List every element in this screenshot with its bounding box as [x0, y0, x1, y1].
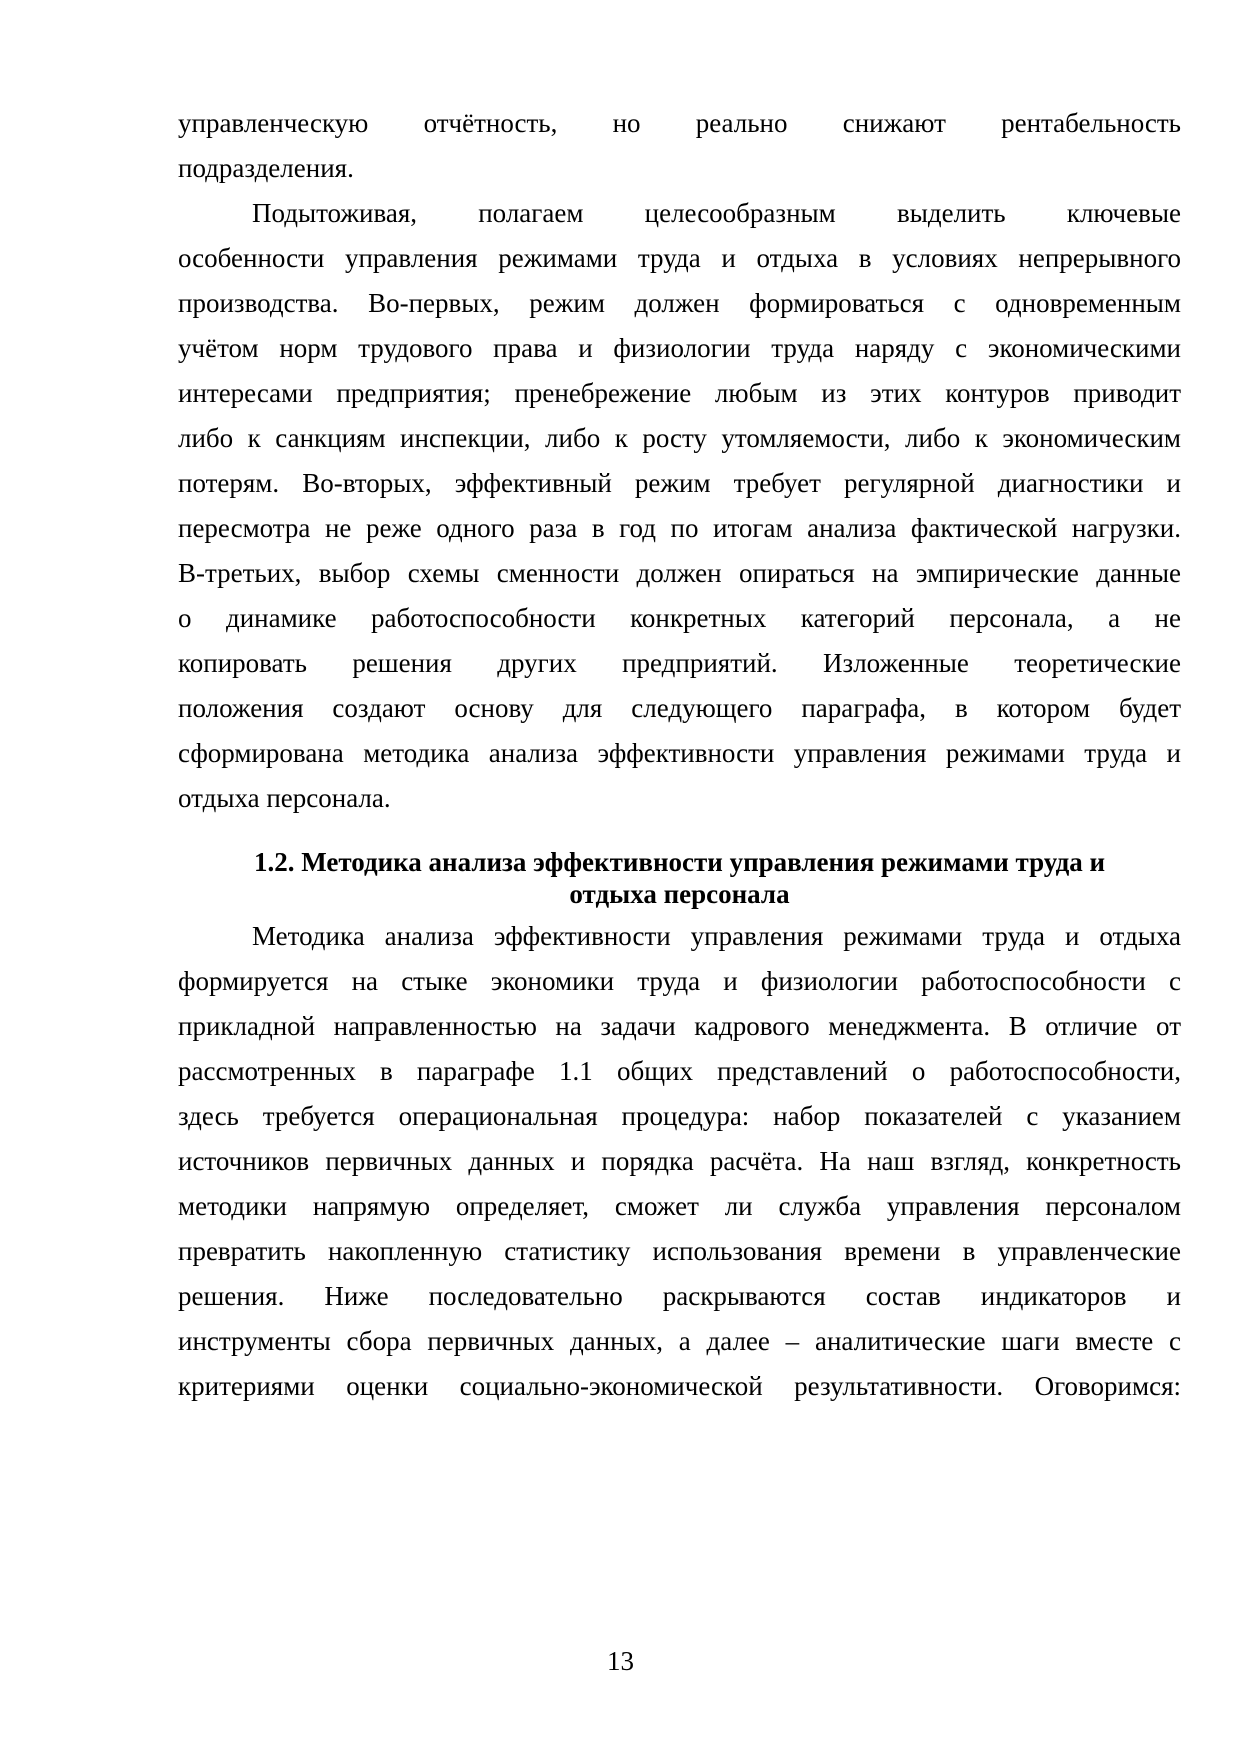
paragraph-2-line: отдыха персонала. — [178, 783, 391, 813]
paragraph-2-line: Подытоживая, полагаем целесообразным выделить ключевые — [252, 198, 1181, 228]
section-heading-line: отдыха персонала — [569, 879, 790, 909]
paragraph-3-line: источников первичных данных и порядка расчёта. На наш взгляд, конкретность — [178, 1146, 1181, 1176]
paragraph-2-line: положения создают основу для следующего параграфа, в котором будет — [178, 693, 1181, 723]
paragraph-2-line: либо к санкциям инспекции, либо к росту утомляемости, либо к экономическим — [178, 423, 1181, 453]
paragraph-1-line: управленческую отчётность, но реально снижают рентабельность — [178, 108, 1181, 138]
paragraph-2-line: В-третьих, выбор схемы сменности должен опираться на эмпирические данные — [178, 558, 1181, 588]
section-heading-line: 1.2. Методика анализа эффективности управления режимами труда и — [253, 847, 1106, 877]
paragraph-3-line: Методика анализа эффективности управления режимами труда и отдыха — [252, 921, 1181, 951]
paragraph-2-line: учётом норм трудового права и физиологии труда наряду с экономическими — [178, 333, 1181, 363]
paragraph-2-line: производства. Во-первых, режим должен формироваться с одновременным — [178, 288, 1181, 318]
paragraph-2-line: сформирована методика анализа эффективности управления режимами труда и — [178, 738, 1181, 768]
paragraph-3-line: инструменты сбора первичных данных, а далее – аналитические шаги вместе с — [178, 1326, 1181, 1356]
paragraph-2-line: особенности управления режимами труда и отдыха в условиях непрерывного — [178, 243, 1181, 273]
paragraph-2-line: копировать решения других предприятий. Изложенные теоретические — [178, 648, 1181, 678]
paragraph-3-line: рассмотренных в параграфе 1.1 общих представлений о работоспособности, — [178, 1056, 1181, 1086]
paragraph-1-line: подразделения. — [178, 153, 354, 183]
paragraph-2-line: пересмотра не реже одного раза в год по итогам анализа фактической нагрузки. — [178, 513, 1181, 543]
paragraph-2-line: потерям. Во-вторых, эффективный режим требует регулярной диагностики и — [178, 468, 1181, 498]
paragraph-3-line: здесь требуется операциональная процедура: набор показателей с указанием — [178, 1101, 1181, 1131]
paragraph-3-line: критериями оценки социально-экономической результативности. Оговоримся: — [178, 1371, 1181, 1401]
paragraph-2-line: о динамике работоспособности конкретных категорий персонала, а не — [178, 603, 1181, 633]
paragraph-3-line: методики напрямую определяет, сможет ли служба управления персоналом — [178, 1191, 1181, 1221]
paragraph-3-line: формируется на стыке экономики труда и физиологии работоспособности с — [178, 966, 1181, 996]
page-number: 13 — [607, 1646, 634, 1676]
paragraph-2-line: интересами предприятия; пренебрежение любым из этих контуров приводит — [178, 378, 1181, 408]
paragraph-3-line: решения. Ниже последовательно раскрываются состав индикаторов и — [178, 1281, 1181, 1311]
paragraph-3-line: превратить накопленную статистику использования времени в управленческие — [178, 1236, 1181, 1266]
paragraph-3-line: прикладной направленностью на задачи кадрового менеджмента. В отличие от — [178, 1011, 1181, 1041]
